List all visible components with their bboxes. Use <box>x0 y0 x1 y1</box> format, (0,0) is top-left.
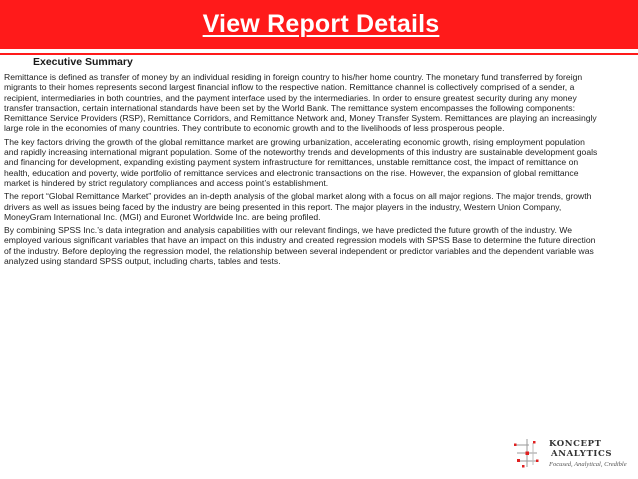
header-divider <box>0 53 638 55</box>
logo-tagline: Focused, Analytical, Credible <box>549 461 627 468</box>
logo-name-line2: ANALYTICS <box>551 449 613 459</box>
section-heading: Executive Summary <box>33 56 133 68</box>
logo-name-line1: KONCEPT <box>549 439 602 449</box>
paragraph-definition: Remittance is defined as transfer of money by an individual residing in foreign country to his/her home country. The monetary fund transferred by foreign migrants to their homes represents second largest financial inflow to the respective nation. Remittance channel is collectively comprised of a sender, a recipient, intermediaries in both countries, and the payment interface used by the intermediaries. In order to ensure greatest security during any money transfer transaction, certain international standards have been set by the World Bank. The remittance system encompasses the following components: Remittance Service Providers (RSP), Remittance Corridors, and Remittance Network and, Money Transfer System. Remittances are playing an increasingly large role in the economies of many countries. They contribute to economic growth and to the livelihoods of less prosperous people. <box>4 72 597 134</box>
paragraph-methodology: By combining SPSS Inc.’s data integration and analysis capabilities with our relevant findings, we have predicted the future growth of the industry. We employed various significant variables that have an impact on this industry and created regression models with SPSS Base to determine the future direction of the industry. Before deploying the regression model, the relationship between several independent or predictor variables and the dependent variable was analyzed using standard SPSS output, including charts, tables and tests. <box>4 225 596 267</box>
report-body <box>4 72 600 269</box>
paragraph-growth-drivers: The key factors driving the growth of the global remittance market are growing urbanization, accelerating economic growth, rising employment population and rapidly increasing international migrant population. Some of the noteworthy trends and developments of this industry are sustainable development goals and financing for development, expanding existing payment system infrastructure for remittances, unstable remittance cost, the impact of remittance on health, education and poverty, wide portfolio of remittance services and electronic transactions on the rise. However, the expansion of global remittance market is hindered by strict regulatory compliances and access point’s establishment. <box>4 136 598 188</box>
logo-wordmark <box>549 439 612 459</box>
company-logo <box>511 437 631 471</box>
page-title[interactable]: View Report Details <box>202 10 440 38</box>
header-bar <box>0 0 638 49</box>
koncept-analytics-logo-icon <box>511 437 545 471</box>
paragraph-report-scope: The report “Global Remittance Market” provides an in-depth analysis of the global market along with a focus on all major regions. The major trends, growth drivers as well as issues being faced by the industry are being presented in this report. The major players in the industry, Western Union Company, MoneyGram International Inc. (MGI) and Euronet Worldwide Inc. are being profiled. <box>4 191 592 222</box>
